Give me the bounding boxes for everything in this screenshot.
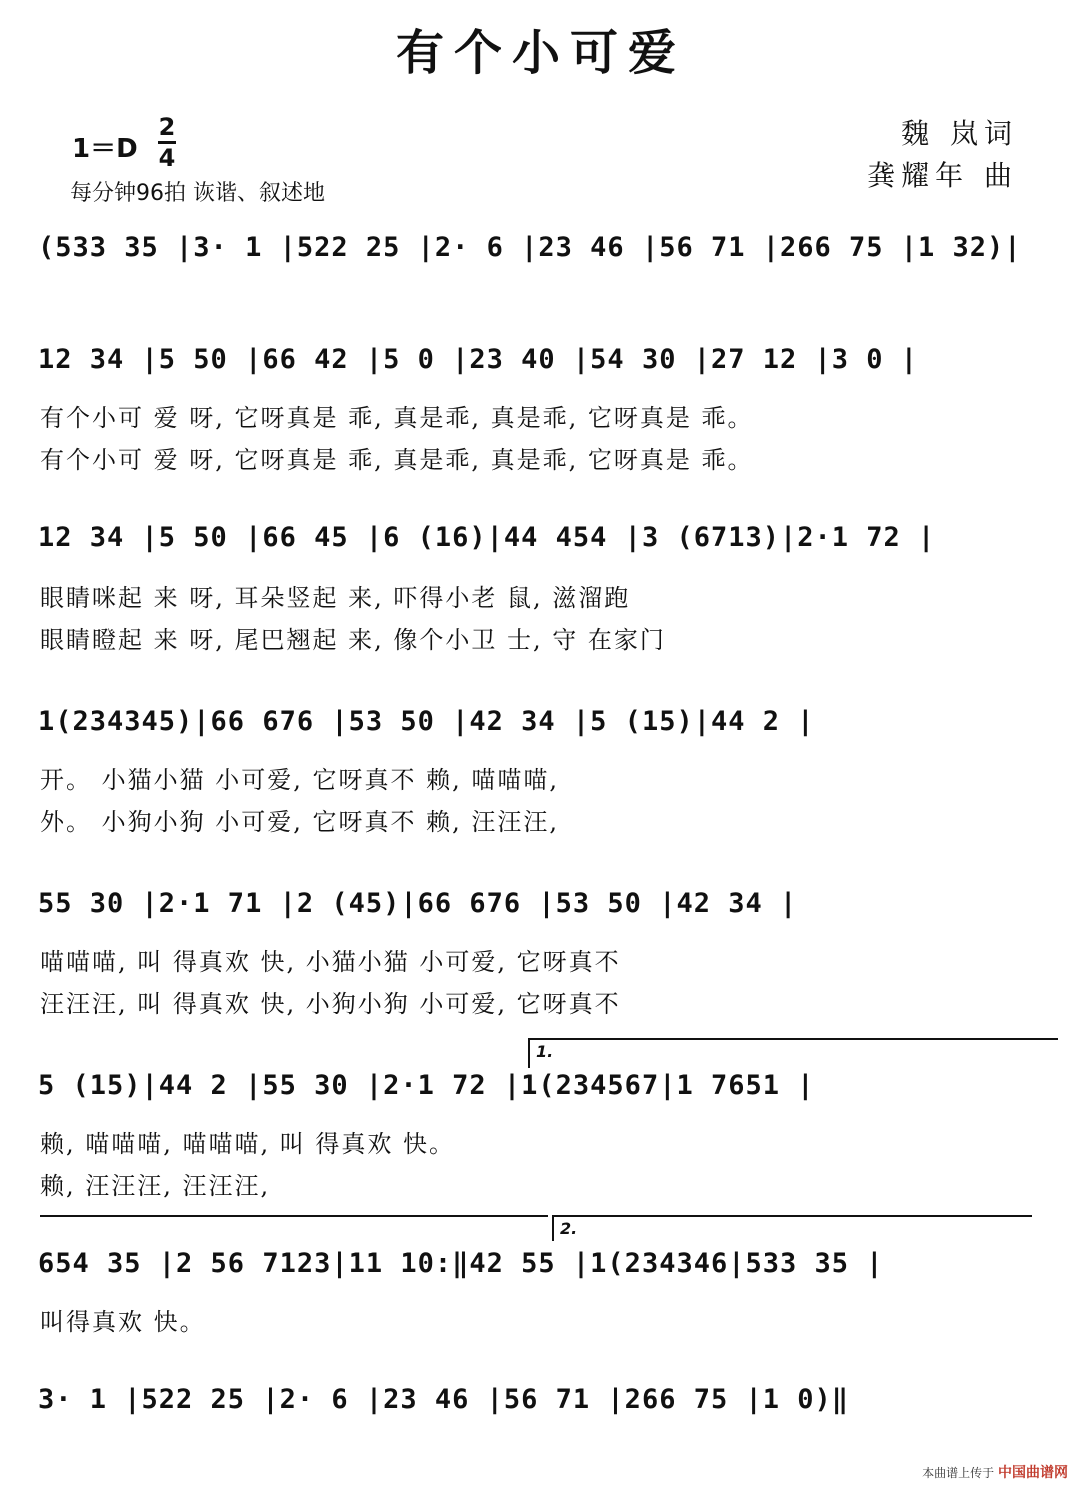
music-row-1: (533 35 |3· 1 |522 25 |2· 6 |23 46 |56 71 |266 75 |1 32)| — [38, 232, 1022, 263]
lyrics-row-5-verse-1: 喵喵喵, 叫 得真欢 快, 小猫小猫 小可爱, 它呀真不 — [40, 948, 621, 976]
lyrics-row-5-verse-2: 汪汪汪, 叫 得真欢 快, 小狗小狗 小可爱, 它呀真不 — [40, 990, 621, 1018]
lyrics-row-6-verse-1: 赖, 喵喵喵, 喵喵喵, 叫 得真欢 快。 — [40, 1130, 456, 1158]
lyrics-row-2-verse-2: 有个小可 爱 呀, 它呀真是 乖, 真是乖, 真是乖, 它呀真是 乖。 — [40, 446, 754, 474]
music-row-7: 654 35 |2 56 7123|11 10:‖42 55 |1(234346|533 35 | — [38, 1248, 884, 1279]
lyrics-row-2-verse-1: 有个小可 爱 呀, 它呀真是 乖, 真是乖, 真是乖, 它呀真是 乖。 — [40, 404, 754, 432]
second-ending-label: 2. — [560, 1219, 578, 1238]
music-row-5: 55 30 |2·1 71 |2 (45)|66 676 |53 50 |42 34 | — [38, 888, 798, 919]
first-ending-label: 1. — [536, 1042, 554, 1061]
footer-brand-logo: 中国曲谱网 — [998, 1465, 1068, 1481]
footer-credit — [922, 1462, 1068, 1482]
time-sig-top: 2 — [158, 113, 176, 141]
lyrics-row-6-verse-2: 赖, 汪汪汪, 汪汪汪, — [40, 1172, 271, 1200]
music-row-6: 5 (15)|44 2 |55 30 |2·1 72 |1(234567|1 7651 | — [38, 1070, 815, 1101]
lyricist-credit: 魏 岚词 — [901, 117, 1018, 150]
lyrics-row-4-verse-2: 外。 小狗小狗 小可爱, 它呀真不 赖, 汪汪汪, — [40, 808, 560, 836]
second-ending-bracket — [552, 1215, 1032, 1241]
footer-prefix: 本曲谱上传于 — [922, 1466, 995, 1480]
lyrics-row-3-verse-2: 眼睛瞪起 来 呀, 尾巴翘起 来, 像个小卫 士, 守 在家门 — [40, 626, 666, 654]
composer-credit: 龚耀年 曲 — [867, 159, 1018, 192]
lyrics-row-7: 叫得真欢 快。 — [40, 1308, 206, 1336]
first-ending-bracket-continued — [40, 1215, 548, 1217]
music-row-8: 3· 1 |522 25 |2· 6 |23 46 |56 71 |266 75 |1 0)‖ — [38, 1384, 850, 1415]
tempo-marking: 每分钟96拍 诙谐、叙述地 — [70, 181, 325, 206]
music-row-2: 12 34 |5 50 |66 42 |5 0 |23 40 |54 30 |27 12 |3 0 | — [38, 344, 919, 375]
music-row-4: 1(234345)|66 676 |53 50 |42 34 |5 (15)|44 2 | — [38, 706, 815, 737]
lyrics-row-4-verse-1: 开。 小猫小猫 小可爱, 它呀真不 赖, 喵喵喵, — [40, 766, 560, 794]
key-signature: 1＝D — [72, 134, 138, 164]
time-sig-bottom: 4 — [158, 144, 176, 172]
song-title: 有个小可爱 — [395, 25, 686, 81]
first-ending-bracket — [528, 1038, 1058, 1068]
lyrics-row-3-verse-1: 眼睛咪起 来 呀, 耳朵竖起 来, 吓得小老 鼠, 滋溜跑 — [40, 584, 631, 612]
music-row-3: 12 34 |5 50 |66 45 |6 (16)|44 454 |3 (6713)|2·1 72 | — [38, 522, 936, 553]
time-signature — [158, 114, 176, 171]
